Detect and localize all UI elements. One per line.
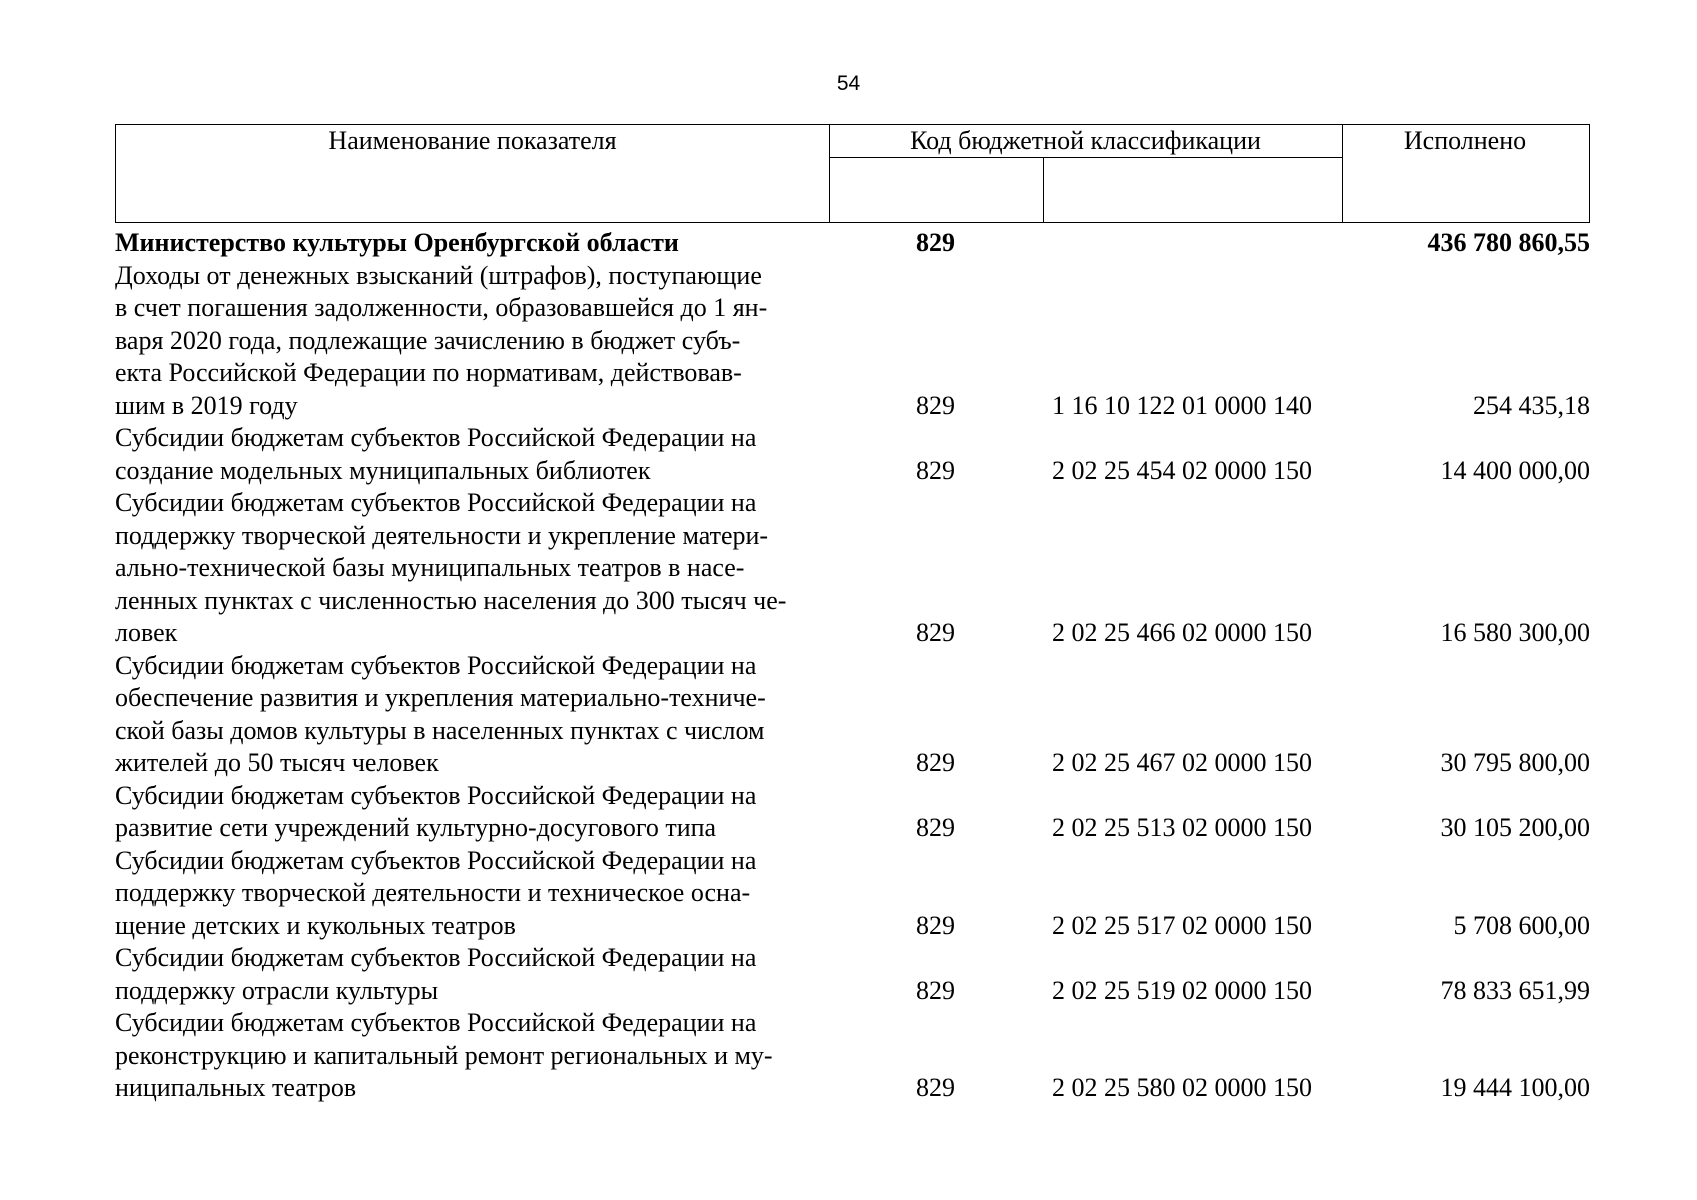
indicator-name-line: Министерство культуры Оренбургской области: [115, 228, 679, 257]
admin-code: 829: [916, 748, 955, 777]
indicator-name-line: развитие сети учреждений культурно-досугового типа: [115, 813, 717, 842]
executed-amount: 436 780 860,55: [1427, 228, 1590, 257]
indicator-name-line: поддержку творческой деятельности и техническое осна-: [115, 878, 751, 907]
admin-code: 829: [916, 1073, 955, 1102]
table-header: [115, 124, 1590, 223]
indicator-name-line: Субсидии бюджетам субъектов Российской Федерации на: [115, 1008, 757, 1037]
header-divider: [829, 157, 1342, 158]
indicator-name-line: Доходы от денежных взысканий (штрафов), поступающие: [115, 260, 762, 290]
budget-class-code: 2 02 25 517 02 0000 150: [1052, 910, 1312, 940]
indicator-name-line: обеспечение развития и укрепления материально-техниче-: [115, 683, 766, 712]
table-row: [115, 422, 1590, 487]
admin-code: 829: [916, 228, 955, 257]
executed-amount: 16 580 300,00: [1440, 618, 1590, 647]
budget-class-code: 2 02 25 519 02 0000 150: [1052, 975, 1312, 1005]
indicator-name-line: Субсидии бюджетам субъектов Российской Федерации на: [115, 423, 757, 452]
executed-amount: 19 444 100,00: [1440, 1073, 1590, 1102]
indicator-name: [115, 422, 830, 487]
header-name: Наименование показателя: [328, 126, 617, 155]
executed-amount: 14 400 000,00: [1440, 455, 1590, 485]
budget-class-code: 1 16 10 122 01 0000 140: [1052, 390, 1312, 420]
budget-table: [115, 124, 1590, 1105]
indicator-name-line: екта Российской Федерации по нормативам, действовав-: [115, 358, 742, 387]
indicator-name-line: реконструкцию и капитальный ремонт региональных и му-: [115, 1040, 773, 1070]
table-row: [115, 260, 1590, 423]
indicator-name: [115, 227, 830, 260]
table-row: [115, 227, 1590, 260]
indicator-name: [115, 780, 830, 845]
admin-code: 829: [916, 975, 955, 1005]
table-row: [115, 1007, 1590, 1105]
table-row: [115, 845, 1590, 943]
indicator-name: [115, 1007, 830, 1105]
indicator-name-line: ниципальных театров: [115, 1073, 357, 1102]
indicator-name: [115, 260, 830, 423]
header-code-group: Код бюджетной классификации: [910, 126, 1261, 155]
budget-class-code: 2 02 25 466 02 0000 150: [1052, 618, 1312, 647]
indicator-name-line: в счет погашения задолженности, образовавшейся до 1 ян-: [115, 293, 768, 322]
budget-class-code: 2 02 25 513 02 0000 150: [1052, 813, 1312, 842]
executed-amount: 30 795 800,00: [1440, 748, 1590, 777]
admin-code: 829: [916, 618, 955, 647]
budget-class-code: 2 02 25 580 02 0000 150: [1052, 1073, 1312, 1102]
indicator-name-line: поддержку творческой деятельности и укрепление матери-: [115, 520, 769, 550]
indicator-name-line: ской базы домов культуры в населенных пунктах с числом: [115, 715, 765, 745]
indicator-name-line: создание модельных муниципальных библиотек: [115, 455, 651, 485]
indicator-name-line: жителей до 50 тысяч человек: [115, 748, 439, 777]
indicator-name-line: Субсидии бюджетам субъектов Российской Федерации на: [115, 780, 757, 810]
table-row: [115, 780, 1590, 845]
indicator-name-line: ловек: [115, 618, 178, 647]
executed-amount: 254 435,18: [1473, 390, 1590, 420]
indicator-name-line: щение детских и кукольных театров: [115, 910, 516, 940]
admin-code: 829: [916, 390, 955, 420]
indicator-name-line: Субсидии бюджетам субъектов Российской Федерации на: [115, 845, 757, 875]
executed-amount: 30 105 200,00: [1440, 813, 1590, 842]
indicator-name-line: ально-технической базы муниципальных театров в насе-: [115, 553, 745, 582]
admin-code: 829: [916, 455, 955, 485]
budget-class-code: 2 02 25 467 02 0000 150: [1052, 748, 1312, 777]
indicator-name: [115, 845, 830, 943]
header-executed: Исполнено: [1403, 126, 1527, 155]
table-body: [115, 227, 1590, 1105]
budget-class-code: 2 02 25 454 02 0000 150: [1052, 455, 1312, 485]
executed-amount: 5 708 600,00: [1453, 910, 1590, 940]
indicator-name-line: поддержку отрасли культуры: [115, 975, 439, 1005]
indicator-name: [115, 650, 830, 780]
indicator-name-line: Субсидии бюджетам субъектов Российской Федерации на: [115, 943, 757, 972]
indicator-name-line: Субсидии бюджетам субъектов Российской Федерации на: [115, 650, 757, 680]
indicator-name-line: ленных пунктах с численностью населения до 300 тысяч че-: [115, 585, 787, 615]
admin-code: 829: [916, 910, 955, 940]
page-number: 54: [836, 72, 861, 95]
indicator-name-line: шим в 2019 году: [115, 390, 298, 420]
table-row: [115, 487, 1590, 650]
table-row: [115, 650, 1590, 780]
indicator-name-line: Субсидии бюджетам субъектов Российской Федерации на: [115, 488, 757, 517]
admin-code: 829: [916, 813, 955, 842]
header-divider: [1043, 157, 1044, 222]
table-row: [115, 942, 1590, 1007]
indicator-name: [115, 487, 830, 650]
indicator-name: [115, 942, 830, 1007]
indicator-name-line: варя 2020 года, подлежащие зачислению в бюджет субъ-: [115, 325, 741, 355]
executed-amount: 78 833 651,99: [1440, 975, 1590, 1005]
